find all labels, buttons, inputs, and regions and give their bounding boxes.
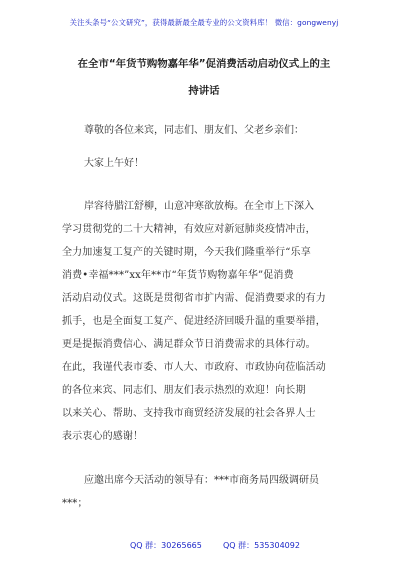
footer-qq-group-left: QQ 群：30265665 [130, 541, 202, 550]
salutation: 尊敬的各位来宾，同志们、朋友们、父老乡亲们： [84, 125, 304, 136]
paragraph1-line: 消费•幸福***”xx年**市“年货节购物嘉年华”促消费 [62, 270, 294, 281]
document-title [60, 51, 348, 105]
paragraph1-line: 表示衷心的感谢！ [62, 431, 144, 442]
footer-qq-group-right: QQ 群：535304092 [223, 541, 300, 550]
paragraph2-line: ***； [62, 498, 88, 509]
paragraph1-line: 岸容待腊江舒柳，山意冲寒欲放梅。在全市上下深入 [84, 201, 314, 212]
paragraph1-line: 更是提振消费信心、满足群众节日消费需求的具体行动。 [62, 339, 316, 350]
paragraph1-line: 活动启动仪式。这既是贯彻省市扩内需、促消费要求的有力 [62, 293, 326, 304]
paragraph2-line: 应邀出席今天活动的领导有：***市商务局四级调研员 [84, 475, 319, 486]
paragraph1-line: 全力加速复工复产的关键时期，今天我们隆重举行“乐享 [62, 247, 311, 258]
header-banner: 关注头条号“公文研究”，获得最新最全最专业的公文资料库！ 微信：gongwenyj [69, 18, 339, 27]
paragraph1-line: 以来关心、帮助、支持我市商贸经济发展的社会各界人士 [62, 408, 316, 419]
title-line-1: 在全市“年货节购物嘉年华”促消费活动启动仪式上的主 [77, 58, 331, 70]
paragraph1-line: 在此，我谨代表市委、市人大、市政府、市政协向莅临活动 [62, 362, 326, 373]
paragraph1-line: 学习贯彻党的二十大精神，有效应对新冠肺炎疫情冲击， [62, 224, 316, 235]
paragraph1-line: 抓手，也是全面复工复产、促进经济回暖升温的重要举措， [62, 316, 326, 327]
title-line-2: 持讲话 [188, 85, 220, 97]
greeting: 大家上午好！ [84, 158, 144, 169]
paragraph1-line: 的各位来宾、同志们、朋友们表示热烈的欢迎！向长期 [62, 385, 306, 396]
